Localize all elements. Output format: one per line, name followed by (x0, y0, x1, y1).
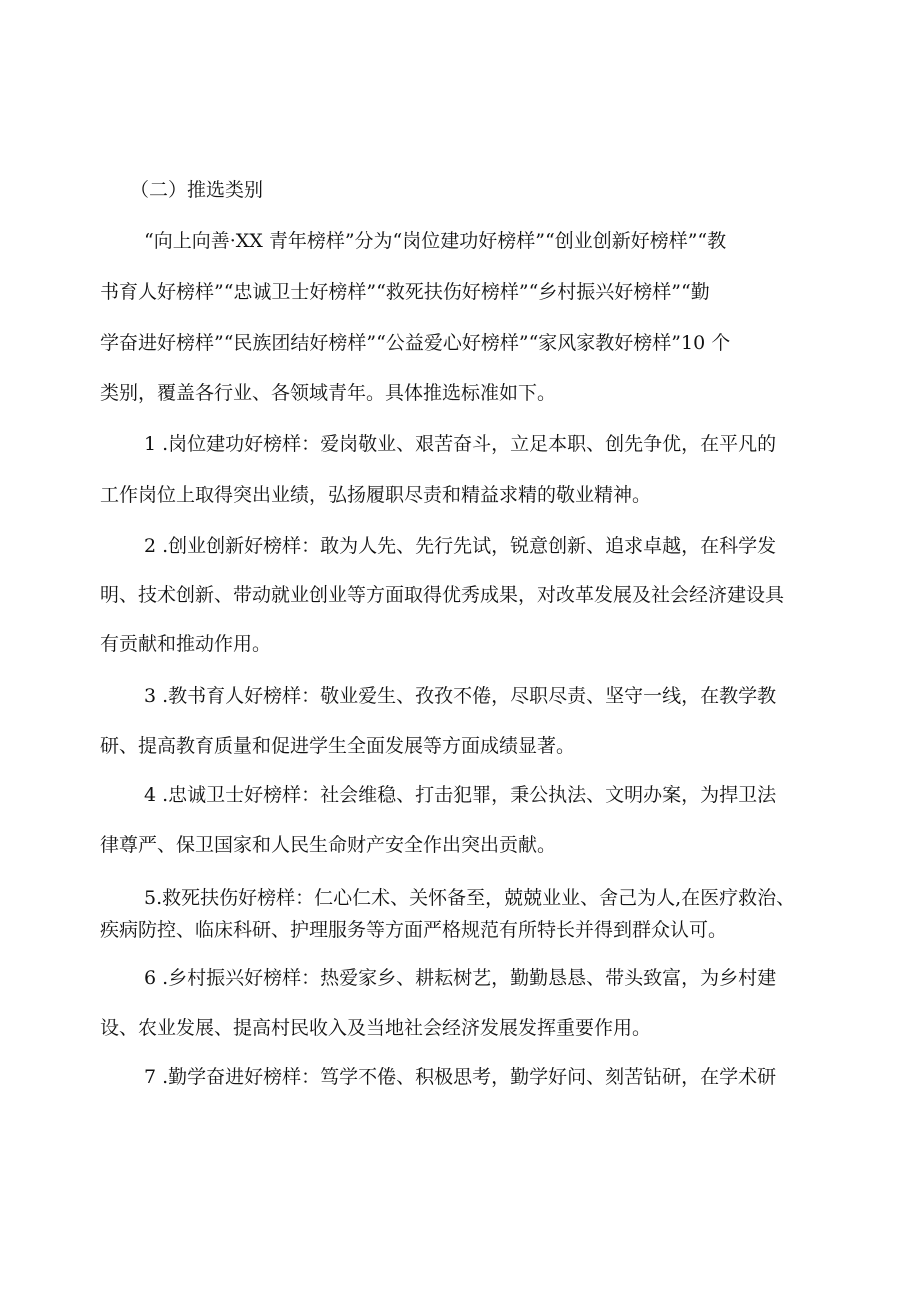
section-heading: （二）推选类别 (130, 179, 264, 201)
item-5-line: 疾病防控、临床科研、护理服务等方面严格规范有所特长并得到群众认可。 (100, 919, 728, 941)
item-1-line: 工作岗位上取得突出业绩，弘扬履职尽责和精益求精的敬业精神。 (100, 484, 652, 506)
item-2-line: 明、技术创新、带动就业创业等方面取得优秀成果，对改革发展及社会经济建设具 (100, 584, 785, 606)
intro-line: “向上向善·XX 青年榜样”分为“岗位建功好榜样”“创业创新好榜样”“教 (144, 230, 727, 252)
item-4-line: 4 .忠诚卫士好榜样：社会维稳、打击犯罪，秉公执法、文明办案，为捍卫法 (144, 784, 777, 806)
item-3-line: 研、提高教育质量和促进学生全面发展等方面成绩显著。 (100, 735, 576, 757)
intro-line: 书育人好榜样”“忠诚卫士好榜样”“救死扶伤好榜样”“乡村振兴好榜样”“勤 (100, 281, 710, 303)
item-1-line: 1 .岗位建功好榜样：爱岗敬业、艰苦奋斗，立足本职、创先争优，在平凡的 (144, 433, 777, 455)
item-2-line: 2 .创业创新好榜样：敢为人先、先行先试，锐意创新、追求卓越，在科学发 (144, 535, 777, 557)
item-7-line: 7 .勤学奋进好榜样：笃学不倦、积极思考，勤学好问、刻苦钻研，在学术研 (144, 1066, 777, 1088)
item-2-line: 有贡献和推动作用。 (100, 633, 272, 655)
item-6-line: 6 .乡村振兴好榜样：热爱家乡、耕耘树艺，勤勤恳恳、带头致富，为乡村建 (144, 967, 777, 989)
item-5-line: 5.救死扶伤好榜样：仁心仁术、关怀备至，兢兢业业、舍己为人,在医疗救治、 (144, 887, 796, 909)
item-3-line: 3 .教书育人好榜样：敬业爱生、孜孜不倦，尽职尽责、坚守一线，在教学教 (144, 685, 777, 707)
item-6-line: 设、农业发展、提高村民收入及当地社会经济发展发挥重要作用。 (100, 1017, 652, 1039)
item-4-line: 律尊严、保卫国家和人民生命财产安全作出突出贡献。 (100, 834, 557, 856)
intro-line: 学奋进好榜样”“民族团结好榜样”“公益爱心好榜样”“家风家教好榜样”10 个 (100, 332, 731, 354)
intro-line: 类别，覆盖各行业、各领域青年。具体推选标准如下。 (100, 382, 557, 404)
